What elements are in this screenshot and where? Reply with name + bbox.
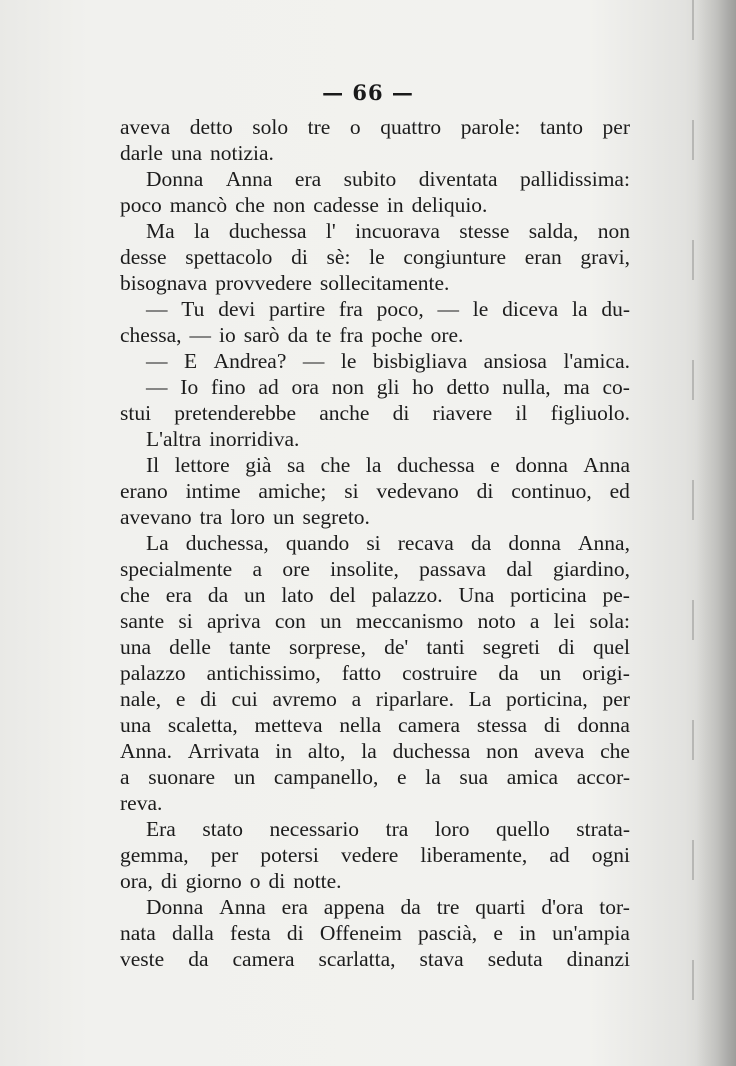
text-line: nata dalla festa di Offeneim pascià, e in un'ampia: [120, 921, 630, 945]
text-line: — E Andrea? — le bisbigliava ansiosa l'amica.: [146, 349, 630, 373]
text-line: una delle tante sorprese, de' tanti segreti di quel: [120, 635, 630, 659]
page-edge-shadow: [696, 0, 736, 1066]
text-line: palazzo antichissimo, fatto costruire da un origi-: [120, 661, 630, 685]
text-line: sante si apriva con un meccanismo noto a lei sola:: [120, 609, 630, 633]
text-line: erano intime amiche; si vedevano di continuo, ed: [120, 479, 630, 503]
text-line: Donna Anna era subito diventata pallidissima:: [146, 167, 630, 191]
text-line: specialmente a ore insolite, passava dal giardino,: [120, 557, 630, 581]
gutter-mark: [692, 0, 694, 1066]
text-line: ora, di giorno o di notte.: [120, 869, 342, 893]
text-line: una scaletta, metteva nella camera stessa di donna: [120, 713, 630, 737]
text-line: darle una notizia.: [120, 141, 274, 165]
page-number: — 66 —: [322, 80, 414, 105]
text-line: Il lettore già sa che la duchessa e donna Anna: [146, 453, 630, 477]
text-line: che era da un lato del palazzo. Una porticina pe-: [120, 583, 630, 607]
text-line: aveva detto solo tre o quattro parole: tanto per: [120, 115, 630, 139]
text-line: desse spettacolo di sè: le congiunture eran gravi,: [120, 245, 630, 269]
text-line: Donna Anna era appena da tre quarti d'ora tor-: [146, 895, 630, 919]
text-line: bisognava provvedere sollecitamente.: [120, 271, 450, 295]
text-line: avevano tra loro un segreto.: [120, 505, 370, 529]
text-line: stui pretenderebbe anche di riavere il figliuolo.: [120, 401, 630, 425]
text-line: Era stato necessario tra loro quello strata-: [146, 817, 630, 841]
text-line: L'altra inorridiva.: [146, 427, 300, 451]
text-line: — Tu devi partire fra poco, — le diceva la du-: [146, 297, 630, 321]
text-line: La duchessa, quando si recava da donna Anna,: [146, 531, 630, 555]
text-line: a suonare un campanello, e la sua amica accor-: [120, 765, 630, 789]
text-line: chessa, — io sarò da te fra poche ore.: [120, 323, 464, 347]
text-line: Ma la duchessa l' incuorava stesse salda, non: [146, 219, 630, 243]
text-line: — Io fino ad ora non gli ho detto nulla, ma co-: [146, 375, 630, 399]
text-line: veste da camera scarlatta, stava seduta dinanzi: [120, 947, 630, 971]
text-line: gemma, per potersi vedere liberamente, ad ogni: [120, 843, 630, 867]
text-line: reva.: [120, 791, 163, 815]
text-line: nale, e di cui avremo a riparlare. La porticina, per: [120, 687, 630, 711]
body-text: [120, 114, 630, 972]
text-line: Anna. Arrivata in alto, la duchessa non aveva che: [120, 739, 630, 763]
text-line: poco mancò che non cadesse in deliquio.: [120, 193, 488, 217]
